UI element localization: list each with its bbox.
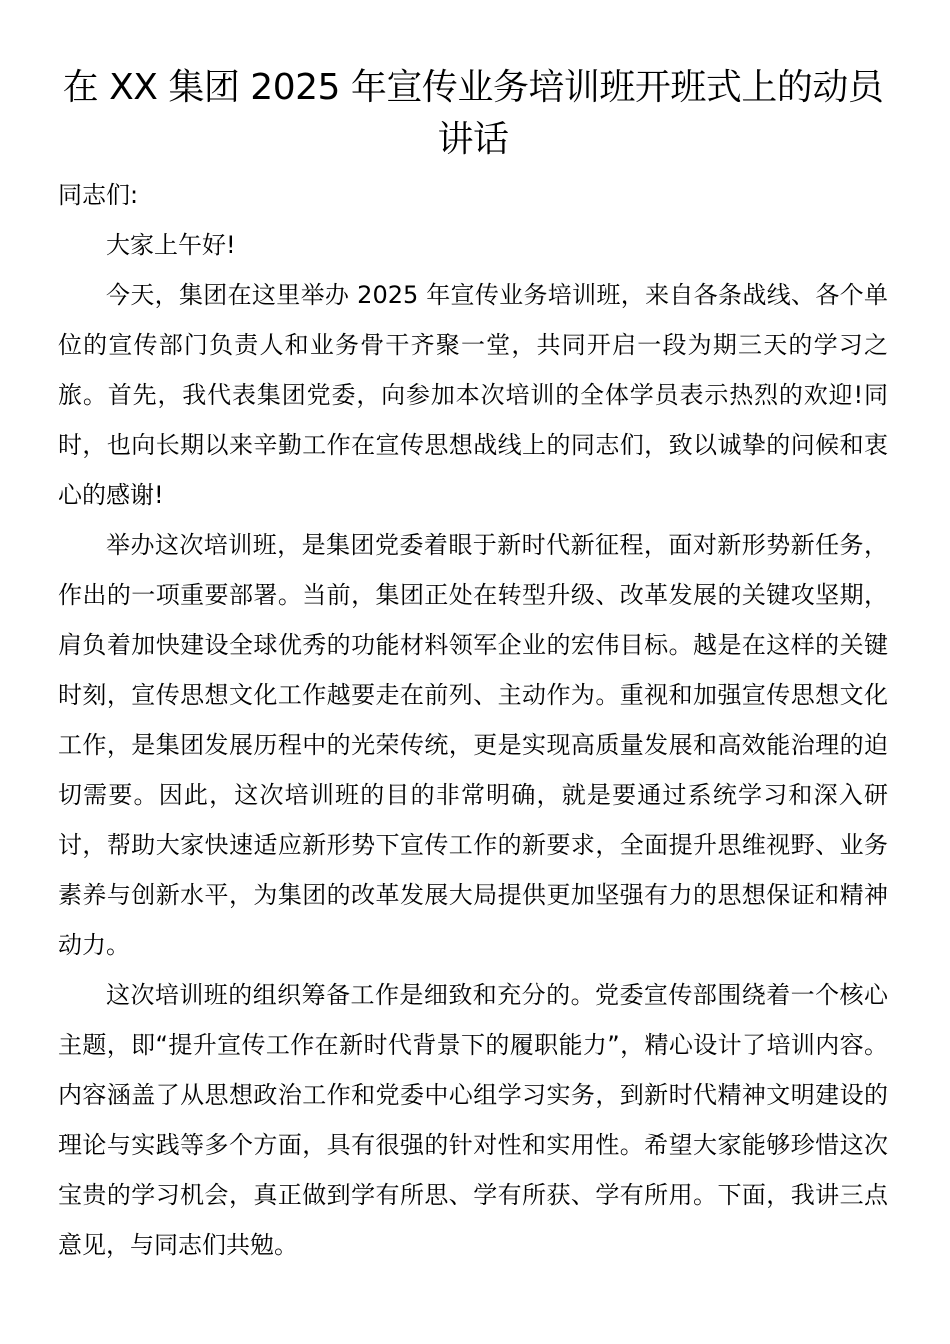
paragraph-greeting: 大家上午好! xyxy=(106,231,236,259)
document-body xyxy=(58,170,888,1270)
paragraph-welcome: 今天，集团在这里举办 2025 年宣传业务培训班，来自各条战线、各个单位的宣传部门负责人和业务骨干齐聚一堂，共同开启一段为期三天的学习之旅。首先，我代表集团党委，向参加本次培训的全体学员表示热烈的欢迎!同时，也向长期以来辛勤工作在宣传思想战线上的同志们，致以诚挚的问候和衷心的感谢! xyxy=(58,281,888,509)
paragraph-organization: 这次培训班的组织筹备工作是细致和充分的。党委宣传部围绕着一个核心主题，即“提升宣传工作在新时代背景下的履职能力”，精心设计了培训内容。内容涵盖了从思想政治工作和党委中心组学习实务，到新时代精神文明建设的理论与实践等多个方面，具有很强的针对性和实用性。希望大家能够珍惜这次宝贵的学习机会，真正做到学有所思、学有所获、学有所用。下面，我讲三点意见，与同志们共勉。 xyxy=(58,981,888,1259)
document-title: 在 XX 集团 2025 年宣传业务培训班开班式上的动员讲话 xyxy=(62,67,884,160)
paragraph-purpose: 举办这次培训班，是集团党委着眼于新时代新征程，面对新形势新任务，作出的一项重要部署。当前，集团正处在转型升级、改革发展的关键攻坚期，肩负着加快建设全球优秀的功能材料领军企业的宏伟目标。越是在这样的关键时刻，宣传思想文化工作越要走在前列、主动作为。重视和加强宣传思想文化工作，是集团发展历程中的光荣传统，更是实现高质量发展和高效能治理的迫切需要。因此，这次培训班的目的非常明确，就是要通过系统学习和深入研讨，帮助大家快速适应新形势下宣传工作的新要求，全面提升思维视野、业务素养与创新水平，为集团的改革发展大局提供更加坚强有力的思想保证和精神动力。 xyxy=(58,531,888,959)
salutation: 同志们: xyxy=(58,181,139,209)
